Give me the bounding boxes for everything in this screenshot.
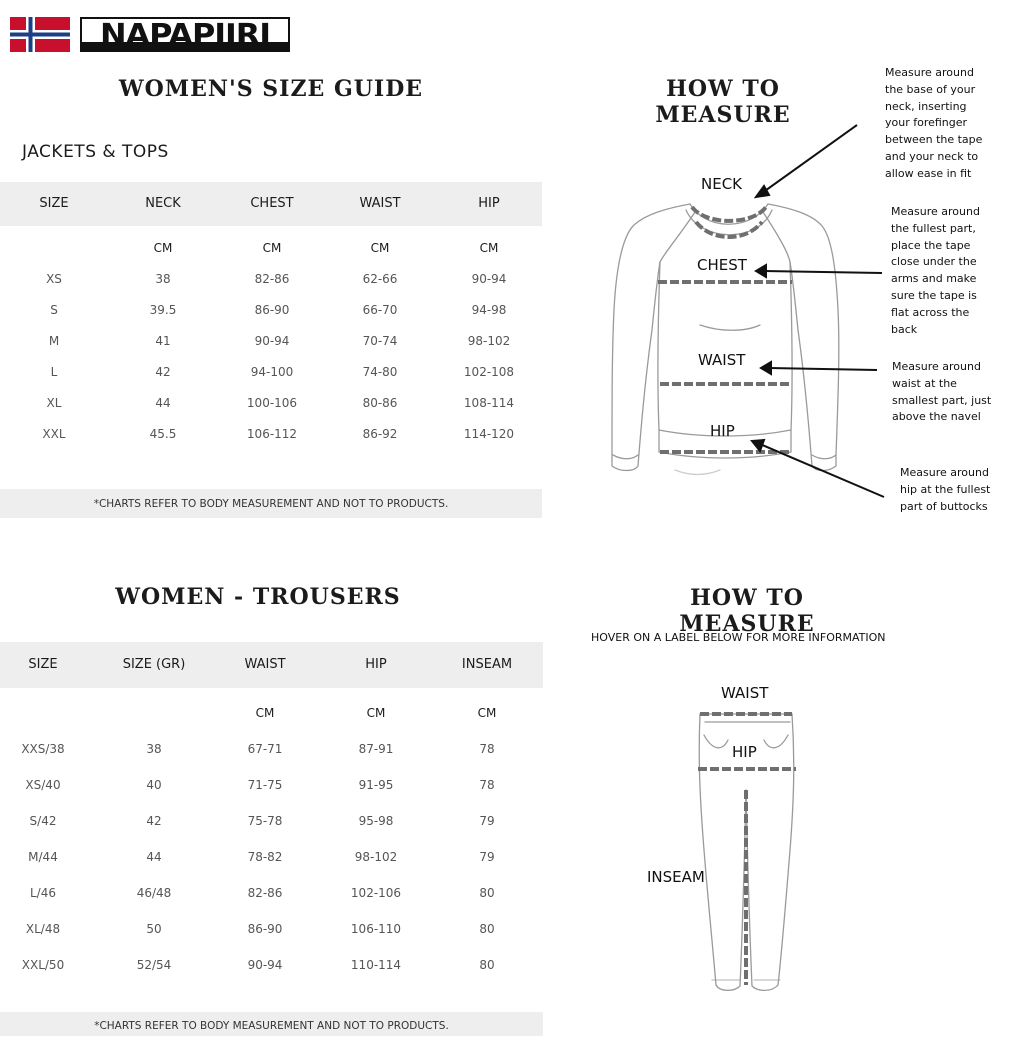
- waist-info-line: above the navel: [892, 410, 981, 424]
- chest-info-line: arms and make: [891, 272, 977, 286]
- tops-cell: S: [50, 303, 58, 317]
- chest-info-line: Measure around: [891, 205, 980, 218]
- trousers-chart-note: *CHARTS REFER TO BODY MEASUREMENT AND NOT TO PRODUCTS.: [94, 1020, 449, 1032]
- chest-info-line: sure the tape is: [891, 288, 977, 302]
- tops-size-guide-title: WOMEN'S SIZE GUIDE: [118, 76, 424, 102]
- trousers-col-header: SIZE: [28, 657, 58, 672]
- tops-cell: L: [50, 365, 58, 379]
- tops-cell: 102-108: [463, 365, 515, 379]
- trousers-cell: XXS/38: [21, 742, 65, 756]
- tops-col-header: SIZE: [39, 196, 69, 211]
- trousers-cell: 80: [479, 922, 495, 936]
- tops-cell: 90-94: [254, 334, 290, 348]
- chest-info-line: the fullest part,: [891, 221, 976, 235]
- trousers-cell: 106-110: [350, 922, 402, 936]
- chest-info-line: flat across the: [891, 305, 970, 319]
- trousers-cell: 52/54: [136, 958, 172, 972]
- tops-cell: XXL: [42, 427, 66, 441]
- waist-info-line: smallest part, just: [892, 393, 992, 407]
- neck-info-line: neck, inserting: [885, 99, 967, 113]
- trousers-cell: 78-82: [247, 850, 283, 864]
- tops-cell: 114-120: [463, 427, 515, 441]
- logo-text: NAPAPIJRI: [100, 18, 270, 52]
- tops-col-header: NECK: [145, 196, 181, 211]
- trousers-cell: 78: [479, 742, 495, 756]
- tops-cell: 74-80: [362, 365, 398, 379]
- trousers-cell: 78: [479, 778, 495, 792]
- trousers-cell: 95-98: [358, 814, 394, 828]
- chest-label[interactable]: CHEST: [697, 256, 747, 274]
- trousers-cell: 46/48: [136, 886, 172, 900]
- tops-cell: 94-100: [250, 365, 294, 379]
- waist-info-line: Measure around: [892, 360, 981, 373]
- trousers-cell: 87-91: [358, 742, 394, 756]
- trousers-cell: 75-78: [247, 814, 283, 828]
- trousers-cell: 50: [146, 922, 162, 936]
- trousers-cell: 91-95: [358, 778, 394, 792]
- tops-col-header: CHEST: [250, 196, 294, 211]
- tops-cell: 100-106: [246, 396, 298, 410]
- trousers-col-header: INSEAM: [461, 657, 513, 672]
- neck-info-line: and your neck to: [885, 149, 979, 163]
- trousers-cell: 44: [146, 850, 162, 864]
- trousers-waist-label[interactable]: WAIST: [721, 684, 769, 702]
- tops-unit: CM: [479, 241, 499, 255]
- tops-cell: 98-102: [467, 334, 511, 348]
- tops-cell: 38: [155, 272, 171, 286]
- trousers-cell: 86-90: [247, 922, 283, 936]
- tops-unit: CM: [153, 241, 173, 255]
- tops-cell: 62-66: [362, 272, 398, 286]
- hip-info-line: Measure around: [900, 466, 989, 479]
- trousers-cell: 98-102: [354, 850, 398, 864]
- trousers-col-header: SIZE (GR): [122, 657, 186, 672]
- tops-cell: 94-98: [471, 303, 507, 317]
- tops-cell: 44: [155, 396, 171, 410]
- tops-cell: 70-74: [362, 334, 398, 348]
- tops-chart-note: *CHARTS REFER TO BODY MEASUREMENT AND NOT TO PRODUCTS.: [93, 498, 449, 510]
- trousers-cell: 40: [146, 778, 162, 792]
- hover-instruction: HOVER ON A LABEL BELOW FOR MORE INFORMATION: [591, 631, 886, 644]
- tops-cell: M: [48, 334, 60, 348]
- trousers-cell: 80: [479, 886, 495, 900]
- trousers-cell: 110-114: [350, 958, 402, 972]
- trousers-cell: 67-71: [247, 742, 283, 756]
- trousers-cell: 42: [146, 814, 162, 828]
- waist-label[interactable]: WAIST: [698, 351, 746, 369]
- trousers-cell: 82-86: [247, 886, 283, 900]
- tops-unit: CM: [370, 241, 390, 255]
- trousers-col-header: HIP: [365, 657, 387, 672]
- trousers-cell: 90-94: [247, 958, 283, 972]
- trousers-cell: XL/48: [25, 922, 61, 936]
- trousers-cell: L/46: [30, 886, 56, 900]
- neck-info-line: between the tape: [885, 133, 983, 147]
- neck-label[interactable]: NECK: [701, 175, 743, 193]
- trousers-cell: 79: [479, 850, 495, 864]
- tops-cell: 108-114: [463, 396, 515, 410]
- trousers-cell: 79: [479, 814, 495, 828]
- trousers-cell: M/44: [28, 850, 58, 864]
- trousers-cell: S/42: [29, 814, 57, 828]
- tops-cell: 106-112: [246, 427, 298, 441]
- tops-cell: 39.5: [149, 303, 177, 317]
- trousers-hip-label[interactable]: HIP: [732, 743, 757, 761]
- tops-cell: 45.5: [149, 427, 177, 441]
- tops-cell: 80-86: [362, 396, 398, 410]
- tops-cell: 82-86: [254, 272, 290, 286]
- chest-info-line: place the tape: [891, 238, 971, 252]
- hip-label[interactable]: HIP: [710, 422, 735, 440]
- waist-info-line: waist at the: [892, 376, 957, 390]
- tops-cell: 86-92: [362, 427, 398, 441]
- tops-cell: 66-70: [362, 303, 398, 317]
- trousers-inseam-label[interactable]: INSEAM: [647, 868, 705, 886]
- trousers-cell: XXL/50: [21, 958, 65, 972]
- hip-info-line: part of buttocks: [900, 499, 988, 513]
- trousers-cell: XS/40: [25, 778, 61, 792]
- neck-info-line: your forefinger: [885, 116, 968, 130]
- tops-col-header: HIP: [478, 196, 500, 211]
- jackets-tops-subtitle: JACKETS & TOPS: [22, 142, 169, 162]
- tops-cell: 86-90: [254, 303, 290, 317]
- neck-info-line: the base of your: [885, 82, 976, 96]
- trousers-unit: CM: [255, 706, 275, 720]
- tops-cell: XS: [46, 272, 62, 286]
- tops-how-to-measure-title: HOW TO MEASURE: [655, 76, 791, 128]
- trousers-cell: 71-75: [247, 778, 283, 792]
- tops-col-header: WAIST: [359, 196, 401, 211]
- trousers-how-to-measure-title: HOW TO MEASURE: [679, 585, 815, 637]
- tops-cell: XL: [46, 396, 62, 410]
- hip-info-line: hip at the fullest: [900, 482, 991, 496]
- trousers-cell: 80: [479, 958, 495, 972]
- trousers-cell: 38: [146, 742, 162, 756]
- chest-info-line: close under the: [891, 255, 977, 269]
- trousers-cell: 102-106: [350, 886, 402, 900]
- tops-cell: 42: [155, 365, 171, 379]
- trousers-col-header: WAIST: [244, 657, 286, 672]
- neck-info-line: Measure around: [885, 66, 974, 79]
- trousers-size-guide-title: WOMEN - TROUSERS: [115, 584, 401, 610]
- trousers-unit: CM: [366, 706, 386, 720]
- tops-cell: 90-94: [471, 272, 507, 286]
- neck-info-line: allow ease in fit: [885, 166, 972, 180]
- trousers-unit: CM: [477, 706, 497, 720]
- chest-info-line: back: [891, 322, 918, 336]
- tops-unit: CM: [262, 241, 282, 255]
- tops-cell: 41: [155, 334, 171, 348]
